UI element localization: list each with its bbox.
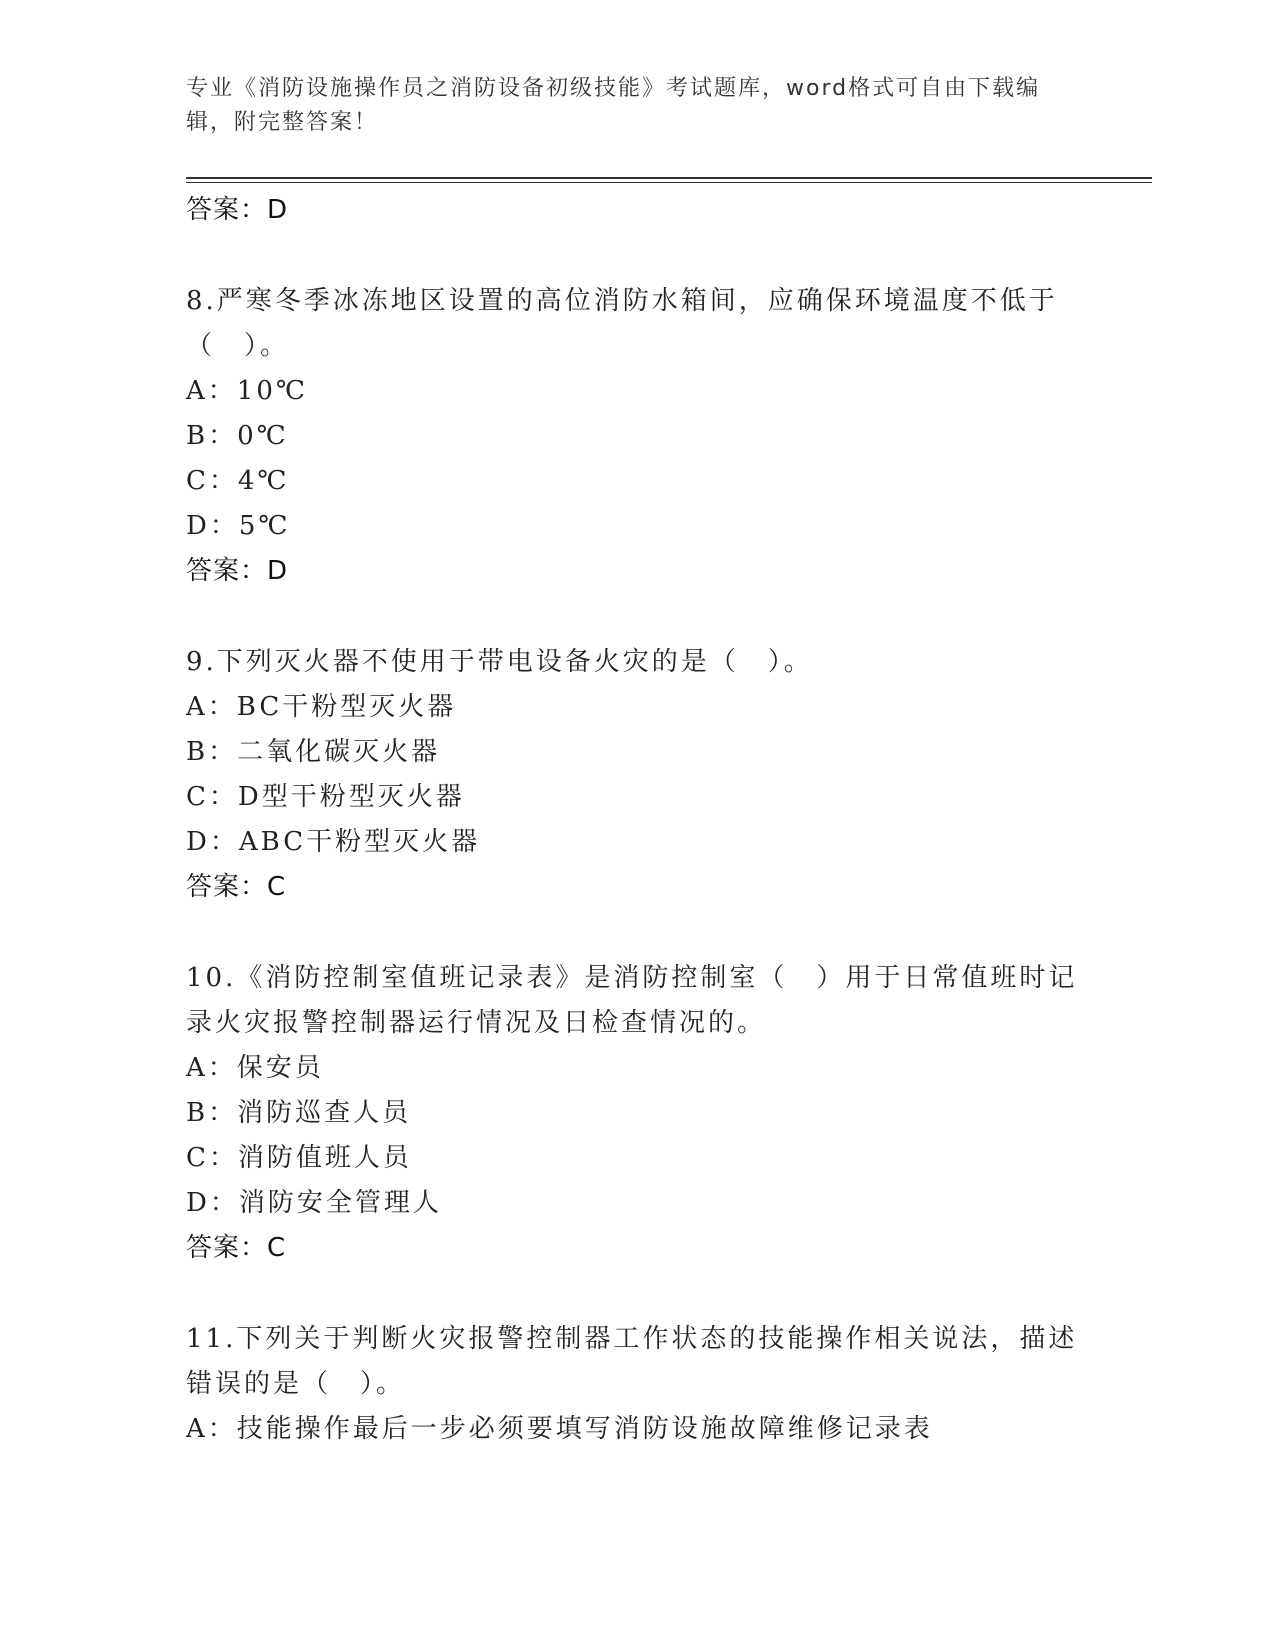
question-list <box>186 188 1086 1452</box>
question-10 <box>186 956 1086 1271</box>
answer-line: 答案：C <box>186 1233 287 1263</box>
spacer <box>186 594 1086 640</box>
answer-line: 答案：D <box>186 556 289 586</box>
question-stem: 录火灾报警控制器运行情况及日检查情况的。 <box>186 1008 767 1038</box>
header-line-1: 专业《消防设施操作员之消防设备初级技能》考试题库，word格式可自由下载编 <box>186 76 1041 101</box>
question-stem: 10.《消防控制室值班记录表》是消防控制室（ ）用于日常值班时记 <box>186 963 1078 993</box>
header-line-2: 辑，附完整答案！ <box>186 110 379 135</box>
option-a: A：10℃ <box>186 376 308 406</box>
option-a: A：BC干粉型灭火器 <box>186 692 457 722</box>
question-stem: 11.下列关于判断火灾报警控制器工作状态的技能操作相关说法，描述 <box>186 1324 1078 1354</box>
header-divider-thick <box>186 177 1152 179</box>
option-c: C：D型干粉型灭火器 <box>186 782 465 812</box>
option-b: B：二氧化碳灭火器 <box>186 737 441 767</box>
option-a: A：技能操作最后一步必须要填写消防设施故障维修记录表 <box>186 1414 933 1444</box>
option-c: C：消防值班人员 <box>186 1143 412 1173</box>
option-a: A：保安员 <box>186 1053 324 1083</box>
option-d: D：5℃ <box>186 511 291 541</box>
question-11 <box>186 1317 1086 1452</box>
answer-line: 答案：C <box>186 872 287 902</box>
answer-line: 答案：D <box>186 195 289 225</box>
question-stem: 8.严寒冬季冰冻地区设置的高位消防水箱间，应确保环境温度不低于 <box>186 286 1058 316</box>
option-c: C：4℃ <box>186 466 290 496</box>
spacer <box>186 1271 1086 1317</box>
question-stem: （ ）。 <box>186 331 290 361</box>
option-b: B：消防巡查人员 <box>186 1098 412 1128</box>
option-d: D：消防安全管理人 <box>186 1188 442 1218</box>
question-stem: 9.下列灭火器不使用于带电设备火灾的是（ ）。 <box>186 647 813 677</box>
spacer <box>186 233 1086 279</box>
spacer <box>186 910 1086 956</box>
option-b: B：0℃ <box>186 421 289 451</box>
question-9 <box>186 640 1086 910</box>
header-divider-thin <box>186 182 1152 183</box>
document-header <box>186 72 1066 140</box>
option-d: D：ABC干粉型灭火器 <box>186 827 481 857</box>
question-stem: 错误的是（ ）。 <box>186 1369 406 1399</box>
question-8 <box>186 279 1086 594</box>
